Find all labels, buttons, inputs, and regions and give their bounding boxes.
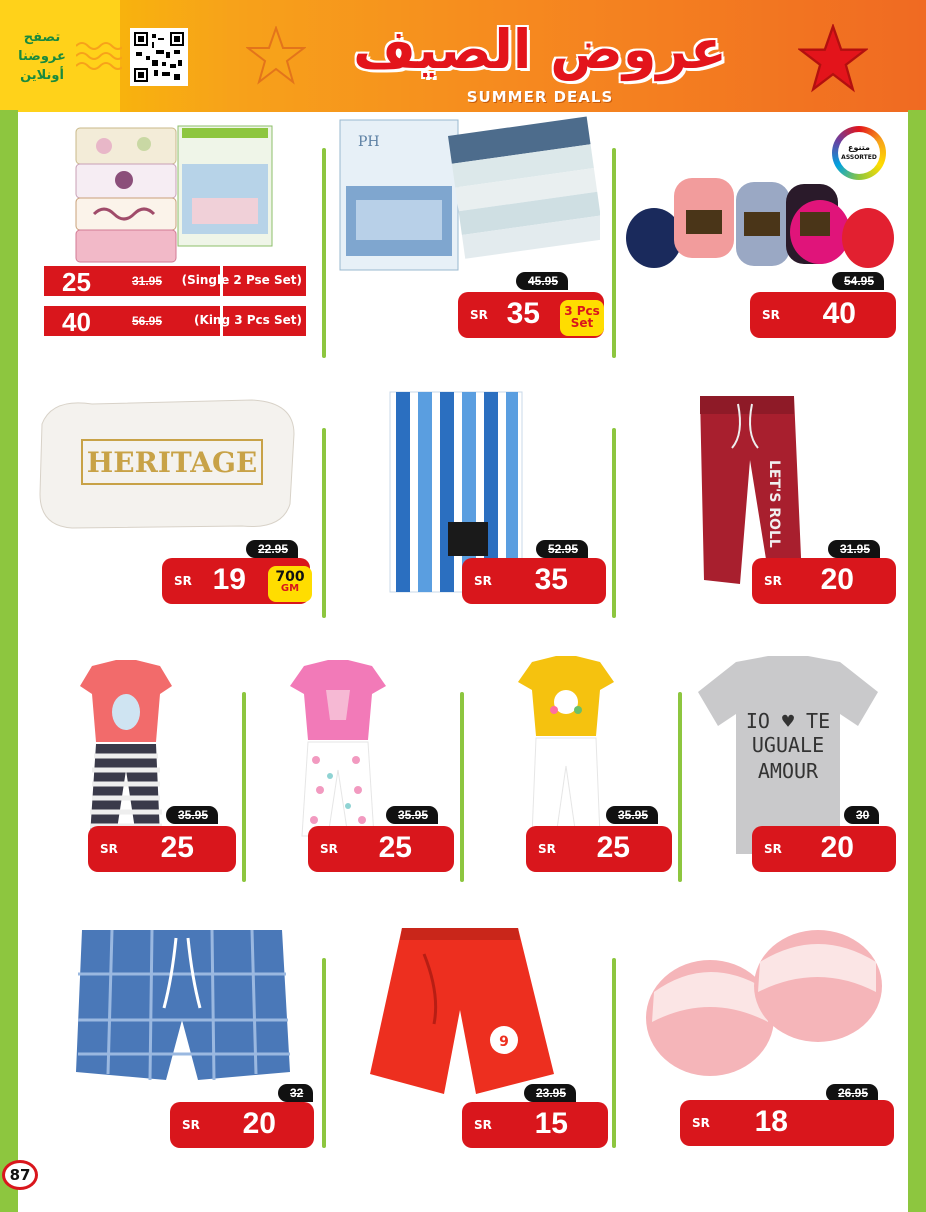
price-tag xyxy=(170,1102,314,1148)
price-value: 20 xyxy=(820,831,854,864)
old-price: 45.95 xyxy=(516,272,568,290)
assorted-en: ASSORTED xyxy=(841,154,877,161)
svg-text:PH: PH xyxy=(358,134,380,150)
double-bed-sheet-image xyxy=(338,116,600,282)
badge-line-1: 700 xyxy=(275,569,305,585)
old-price: 30 xyxy=(844,806,879,824)
price-value: 20 xyxy=(242,1107,276,1140)
currency-label: SR xyxy=(474,1118,492,1132)
price-option-king xyxy=(44,306,306,336)
browse-online-panel xyxy=(0,0,120,112)
price-tag xyxy=(462,558,606,604)
old-price: 31.95 xyxy=(828,540,880,558)
currency-label: SR xyxy=(538,842,556,856)
svg-text:UGUALE: UGUALE xyxy=(751,733,825,757)
browse-line-1: تصفح xyxy=(23,30,61,45)
old-price: 23.95 xyxy=(524,1084,576,1102)
separator xyxy=(612,958,616,1148)
price-value: 40 xyxy=(62,307,91,337)
currency-label: SR xyxy=(182,1118,200,1132)
header-banner xyxy=(0,0,926,112)
currency-label: SR xyxy=(474,574,492,588)
currency-label: SR xyxy=(692,1116,710,1130)
price-value: 40 xyxy=(822,297,856,330)
frame-left xyxy=(0,110,18,1212)
currency-label: SR xyxy=(764,842,782,856)
weight-badge xyxy=(268,566,312,602)
boys-shorts-image xyxy=(368,924,556,1102)
pcs-badge xyxy=(560,300,604,336)
men-swim-short-image xyxy=(72,924,292,1084)
girls-sleepwear-image xyxy=(514,656,618,840)
starfish-right-icon xyxy=(798,24,868,94)
separator xyxy=(460,692,464,882)
currency-label: SR xyxy=(174,574,192,588)
separator xyxy=(322,148,326,358)
page-title-english: SUMMER DEALS xyxy=(466,88,614,106)
svg-text:LET'S ROLL: LET'S ROLL xyxy=(766,460,782,548)
separator xyxy=(322,958,326,1148)
svg-text:IO ♥ TE: IO ♥ TE xyxy=(745,709,831,733)
currency-label: SR xyxy=(320,842,338,856)
page-number-text: 87 xyxy=(2,1160,38,1190)
old-price: 22.95 xyxy=(246,540,298,558)
price-value: 25 xyxy=(160,831,194,864)
old-price: 52.95 xyxy=(536,540,588,558)
price-tag xyxy=(308,826,454,872)
qr-code-icon[interactable] xyxy=(130,28,188,86)
browse-online-text[interactable] xyxy=(6,28,78,88)
separator xyxy=(612,148,616,358)
price-value: 25 xyxy=(378,831,412,864)
svg-text:9: 9 xyxy=(499,1034,509,1050)
price-value: 35 xyxy=(534,563,568,596)
old-price: 31.95 xyxy=(132,274,163,288)
page-title-arabic: عروض الصيف xyxy=(353,18,727,81)
browse-line-2: عروضنا xyxy=(18,49,66,64)
assorted-ar: متنوع xyxy=(848,143,870,152)
separator xyxy=(678,692,682,882)
fitted-sheet-image xyxy=(74,124,274,264)
old-price: 35.95 xyxy=(606,806,658,824)
separator xyxy=(322,428,326,618)
svg-text:AMOUR: AMOUR xyxy=(757,759,819,783)
browse-line-3: أونلاين xyxy=(20,68,64,83)
separator xyxy=(612,428,616,618)
old-price: 56.95 xyxy=(132,314,163,328)
price-value: 18 xyxy=(754,1105,788,1138)
pillow-brand-text: HERITAGE xyxy=(86,446,258,479)
separator xyxy=(242,692,246,882)
starfish-left-icon xyxy=(246,26,306,86)
old-price: 26.95 xyxy=(826,1084,878,1102)
price-value: 15 xyxy=(534,1107,568,1140)
old-price: 54.95 xyxy=(832,272,884,290)
price-tag xyxy=(462,1102,608,1148)
price-tag xyxy=(88,826,236,872)
currency-label: SR xyxy=(470,308,488,322)
price-value: 25 xyxy=(62,267,91,297)
price-value: 25 xyxy=(596,831,630,864)
price-tag xyxy=(752,826,896,872)
option-desc: (Single 2 Pse Set) xyxy=(181,273,302,287)
qr-pattern xyxy=(134,32,184,82)
price-tag xyxy=(750,292,896,338)
price-value: 20 xyxy=(820,563,854,596)
price-tag xyxy=(680,1100,894,1146)
wave-decoration-icon xyxy=(76,40,122,76)
badge-line-2: Set xyxy=(570,316,594,330)
girls-pajama-2pcs-image xyxy=(286,660,390,840)
currency-label: SR xyxy=(762,308,780,322)
price-value: 19 xyxy=(212,563,246,596)
girl-pajama-image xyxy=(76,660,176,838)
flannel-blanket-image xyxy=(624,168,894,278)
badge-line-2: GM xyxy=(280,583,300,594)
price-tag xyxy=(526,826,672,872)
heritage-pillow-image xyxy=(32,394,302,534)
frame-right xyxy=(908,110,926,1212)
old-price: 35.95 xyxy=(166,806,218,824)
option-desc: (King 3 Pcs Set) xyxy=(194,313,302,327)
ladies-slipper-image xyxy=(640,922,888,1082)
old-price: 35.95 xyxy=(386,806,438,824)
page-number xyxy=(0,1160,44,1190)
price-value: 35 xyxy=(506,297,540,330)
price-option-single xyxy=(44,266,306,296)
badge-line-1: 3 Pcs xyxy=(564,304,600,318)
price-tag xyxy=(752,558,896,604)
old-price: 32 xyxy=(278,1084,313,1102)
currency-label: SR xyxy=(100,842,118,856)
currency-label: SR xyxy=(764,574,782,588)
